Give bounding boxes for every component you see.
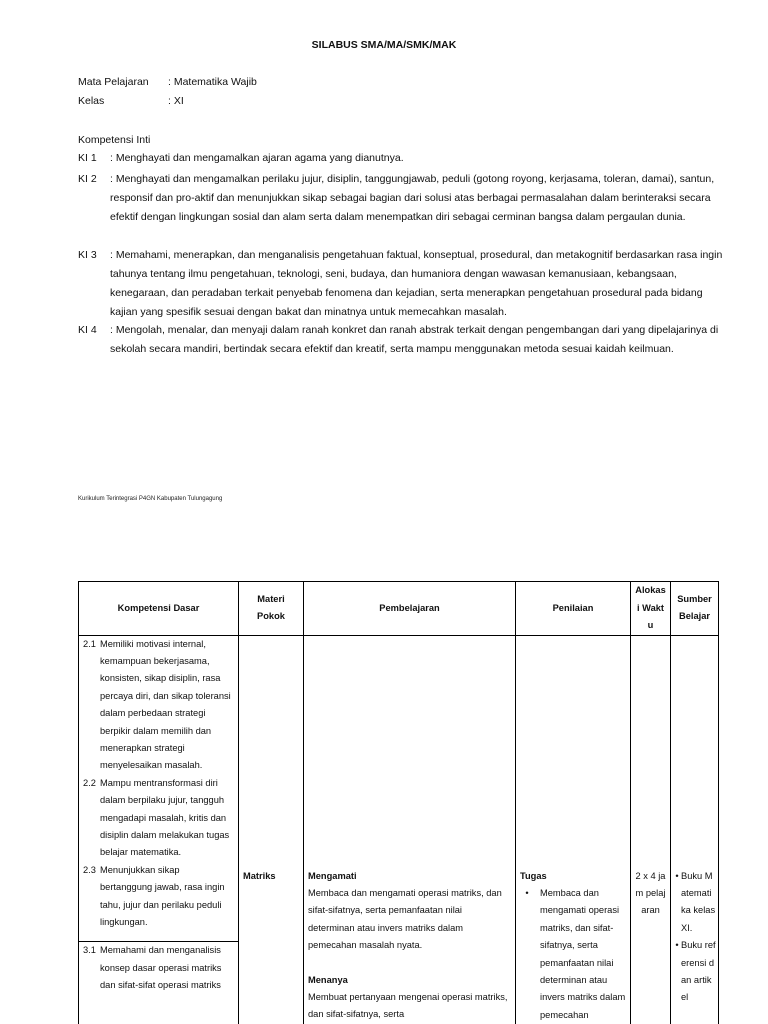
kd-item [83, 775, 234, 862]
header-alokasi-waktu: Alokasi Waktu [631, 582, 671, 636]
kd-text: Memahami dan menganalisis konsep dasar operasi matriks dan sifat-sifat operasi matriks [100, 945, 222, 991]
ki-code: KI 2 [78, 173, 97, 185]
class-row [78, 95, 184, 107]
pembelajaran-cell [304, 635, 516, 1024]
syllabus-table [78, 581, 719, 1024]
ki-item [78, 170, 728, 227]
menanya-text: Membuat pertanyaan mengenai operasi matriks, dan sifat-sifatnya, serta [308, 991, 508, 1020]
kd-number: 2.2 [83, 777, 96, 788]
sumber-item [673, 868, 716, 938]
ki-text: : Menghayati dan mengamalkan ajaran agama yang dianutnya. [110, 152, 404, 164]
ki-text: : Menghayati dan mengamalkan perilaku jujur, disiplin, tanggungjawab, peduli (gotong royong, kerjasama, toleran, damai), santun, responsif dan pro-aktif dan menunjukkan sikap sebagai bagian dari solusi atas berbagai permasalahan dalam berinteraksi secara efektif dengan lingkungan sosial dan alam serta dalam menempatkan diri sebagai cerminan bangsa dalam pergaulan dunia. [110, 173, 715, 223]
kd-text: Mampu mentransformasi diri dalam berpilaku jujur, tangguh mengadapi masalah, kritis dan disiplin dalam melakukan tugas belajar matematika. [100, 777, 230, 858]
ki-code: KI 1 [78, 152, 97, 164]
kd-number: 3.1 [83, 945, 96, 956]
page-footer: Kurikulum Terintegrasi P4GN Kabupaten Tulungagung [78, 496, 223, 502]
ki-item [78, 246, 728, 322]
ki-heading: Kompetensi Inti [78, 134, 151, 146]
penilaian-cell [516, 635, 631, 1024]
mengamati-heading: Mengamati [308, 870, 357, 881]
ki-item [78, 149, 728, 168]
bullet-icon: • [525, 887, 529, 898]
tugas-heading: Tugas [520, 870, 547, 881]
ki-code: KI 3 [78, 249, 97, 261]
subject-value: : Matematika Wajib [168, 76, 257, 88]
kd-item [83, 636, 234, 775]
materi-text: Matriks [243, 870, 276, 881]
subject-label: Mata Pelajaran [78, 76, 149, 88]
subject-row [78, 76, 257, 88]
kd-text: Memiliki motivasi internal, kemampuan bekerjasama, konsisten, sikap disiplin, rasa percaya diri, dan sikap toleransi dalam perbedaan strategi berpikir dalam memilih dan menerapkan strategi menyelesaikan masalah. [100, 638, 231, 771]
header-kompetensi-dasar: Kompetensi Dasar [79, 582, 239, 636]
mengamati-text: Membaca dan mengamati operasi matriks, dan sifat-sifatnya, serta pemanfaatan nilai determinan atau invers matriks dalam pemecahan masalah nyata. [308, 887, 502, 951]
sumber-text: Buku Matematika kelas XI. [681, 870, 716, 933]
ki-code: KI 4 [78, 324, 97, 336]
table-header-row [79, 582, 719, 636]
kd-text: Menunjukkan sikap bertanggung jawab, rasa ingin tahu, jujur dan perilaku peduli lingkungan. [100, 864, 225, 927]
sumber-cell [671, 635, 719, 1024]
class-value: : XI [168, 95, 184, 107]
kd-number: 2.1 [83, 638, 96, 649]
header-sumber-belajar: Sumber Belajar [671, 582, 719, 636]
ki-text: : Mengolah, menalar, dan menyaji dalam ranah konkret dan ranah abstrak terkait dengan pengembangan dari yang dipelajarinya di sekolah secara mandiri, bertindak secara efektif dan kreatif, serta mampu menggunakan metoda sesuai kaidah keilmuan. [110, 324, 719, 355]
kd-item [83, 862, 234, 932]
alokasi-cell [631, 635, 671, 1024]
document-title: SILABUS SMA/MA/SMK/MAK [311, 39, 457, 51]
class-label: Kelas [78, 95, 105, 107]
materi-cell [239, 635, 304, 1024]
penilaian-item [520, 885, 626, 1024]
kd-number: 2.3 [83, 864, 96, 875]
sumber-text: Buku referensi dan artikel [681, 940, 716, 1003]
header-materi-pokok: Materi Pokok [239, 582, 304, 636]
ki-text: : Memahami, menerapkan, dan menganalisis pengetahuan faktual, konseptual, prosedural, dan metakognitif berdasarkan rasa ingin tahunya tentang ilmu pengetahuan, teknologi, seni, budaya, dan humaniora dengan wawasan kemanusiaan, kebangsaan, kenegaraan, dan peradaban terkait penyebab fenomena dan kejadian, serta menerapkan pengetahuan prosedural pada bidang kajian yang spesifik sesuai dengan bakat dan minatnya untuk memecahkan masalah. [110, 249, 723, 318]
kd-item [83, 942, 234, 994]
kd-cell [79, 635, 239, 1024]
table-row [79, 635, 719, 1024]
menanya-heading: Menanya [308, 974, 348, 985]
penilaian-text: Membaca dan mengamati operasi matriks, dan sifat-sifatnya, serta pemanfaatan nilai determinan atau invers matriks dalam pemecahan [540, 887, 626, 1020]
header-penilaian: Penilaian [516, 582, 631, 636]
bullet-icon: • [675, 940, 679, 951]
ki-item [78, 321, 728, 359]
alokasi-text: 2 x 4 jam pelajaran [635, 870, 666, 916]
header-pembelajaran: Pembelajaran [304, 582, 516, 636]
bullet-icon: • [675, 870, 679, 881]
sumber-item [673, 937, 716, 1007]
